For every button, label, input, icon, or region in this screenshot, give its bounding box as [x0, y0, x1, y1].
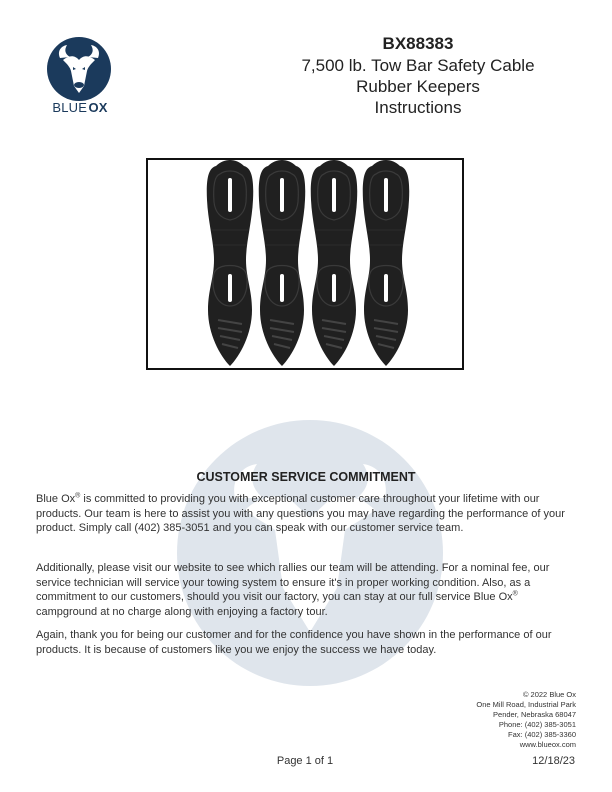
blue-ox-logo	[44, 36, 114, 102]
title-line-1: 7,500 lb. Tow Bar Safety Cable	[301, 56, 535, 75]
service-paragraph-3: Again, thank you for being our customer and for the confidence you have shown in the performance of our products. It is because of customers like you we enjoy the success we have today.	[36, 629, 552, 656]
brand-name	[44, 100, 116, 115]
document-header	[268, 34, 568, 118]
rubber-keepers-photo	[148, 160, 462, 368]
document-date: 12/18/23	[532, 755, 575, 767]
title-line-2: Rubber Keepers	[356, 77, 480, 96]
p2-text-b: campground at no charge along with enjoying a factory tour.	[36, 605, 328, 618]
address-line-2: Pender, Nebraska 68047	[493, 710, 576, 719]
keeper-3	[311, 160, 357, 366]
keeper-2	[259, 160, 305, 366]
keeper-4	[363, 160, 409, 366]
brand-name-blue: BLUE	[52, 100, 88, 115]
product-code: BX88383	[382, 34, 454, 53]
bull-head-icon	[46, 36, 112, 102]
product-photo-frame	[146, 158, 464, 370]
address-line-1: One Mill Road, Industrial Park	[476, 700, 576, 709]
title-line-3: Instructions	[374, 98, 462, 117]
service-paragraph-1	[36, 492, 582, 536]
copyright: © 2022 Blue Ox	[522, 690, 576, 699]
p1-text-b: is committed to providing you with exceptional customer care throughout your lifetime with our products. Our team is here to assist you with any questions you may have regarding the performance of your product. Simply call (402) 385-3051 and you can speak with our customer service team.	[36, 493, 565, 535]
p2-text-a: Additionally, please visit our website to see which rallies our team will be attending. For a nominal fee, our service technician will service your towing system to ensure it's in proper working condition. Also, as a commitment to our customers, should you visit our factory, you can stay at our full service Blue Ox	[36, 562, 550, 604]
keeper-1	[207, 160, 253, 366]
website: www.blueox.com	[519, 740, 576, 749]
brand-name-ox: OX	[88, 100, 108, 115]
service-paragraph-2	[36, 561, 582, 619]
phone: Phone: (402) 385-3051	[498, 720, 576, 729]
registered-mark: ®	[512, 590, 518, 598]
fax: Fax: (402) 385-3360	[508, 730, 576, 739]
service-heading: CUSTOMER SERVICE COMMITMENT	[196, 470, 416, 484]
p1-text-a: Blue Ox	[36, 493, 76, 505]
contact-block	[376, 690, 576, 750]
registered-mark: ®	[75, 492, 81, 500]
page-number: Page 1 of 1	[276, 755, 334, 767]
